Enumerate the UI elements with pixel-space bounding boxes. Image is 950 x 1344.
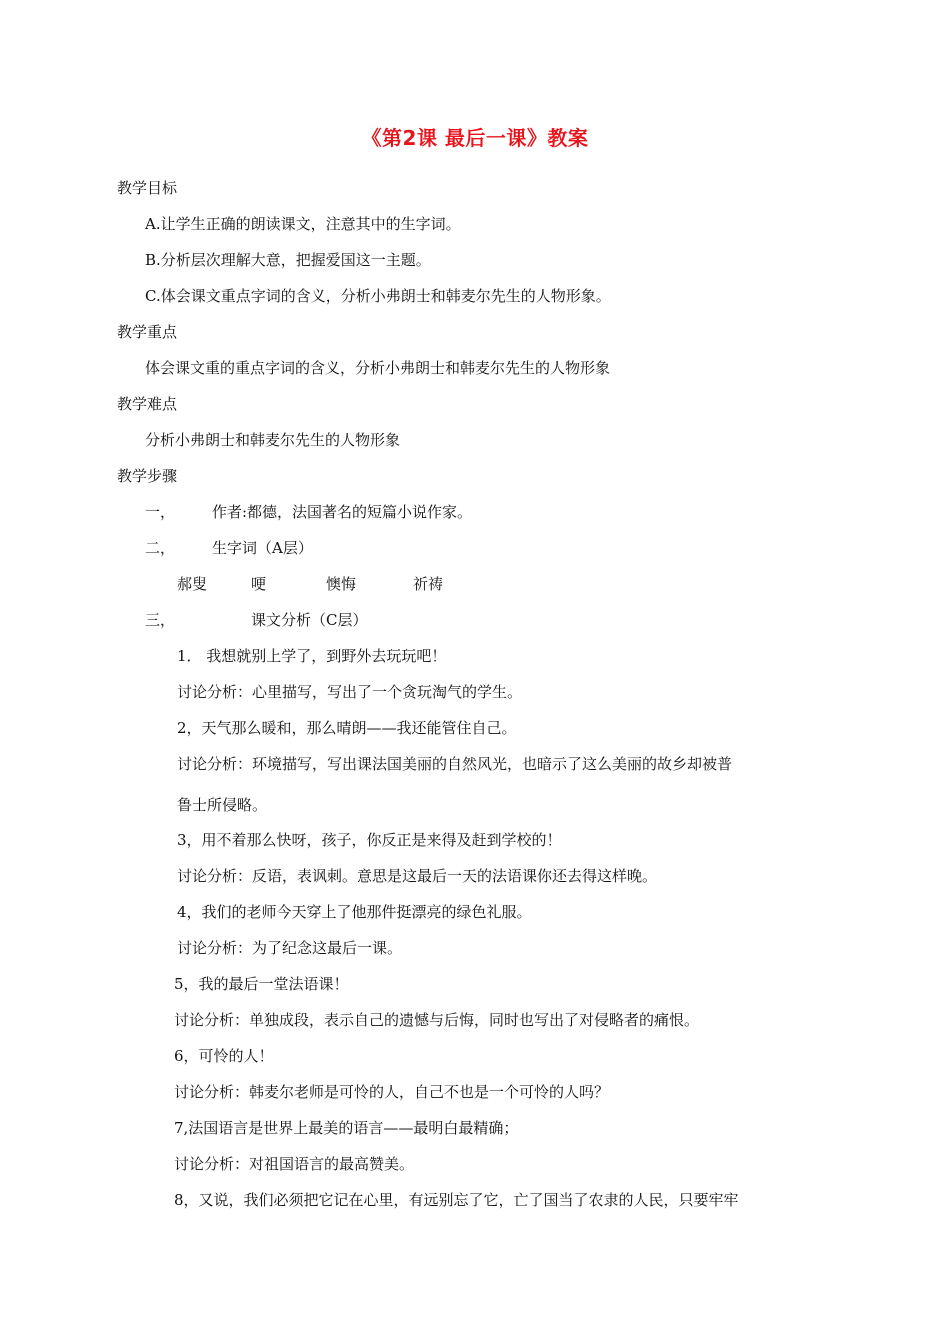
step-2-number: 二， [145, 539, 176, 557]
analysis-line: 4，我们的老师今天穿上了他那件挺漂亮的绿色礼服。 [177, 903, 532, 921]
steps-heading: 教学步骤 [117, 467, 178, 485]
analysis-line: 1． 我想就别上学了，到野外去玩玩吧！ [177, 647, 447, 665]
analysis-line: 讨论分析：心里描写，写出了一个贪玩淘气的学生。 [177, 683, 523, 701]
analysis-line: 7,法国语言是世界上最美的语言——最明白最精确； [174, 1119, 519, 1137]
goals-heading: 教学目标 [117, 179, 178, 197]
analysis-line: 讨论分析：反语，表讽刺。意思是这最后一天的法语课你还去得这样晚。 [177, 867, 658, 885]
analysis-line: 5，我的最后一堂法语课！ [174, 975, 349, 993]
difficulty-heading: 教学难点 [117, 395, 178, 413]
analysis-line: 2，天气那么暖和，那么晴朗——我还能管住自己。 [177, 719, 517, 737]
analysis-line: 3，用不着那么快呀，孩子，你反正是来得及赶到学校的！ [177, 831, 562, 849]
analysis-line: 8，又说，我们必须把它记在心里，有远别忘了它，亡了国当了农隶的人民，只要牢牢 [174, 1191, 739, 1209]
analysis-line: 6，可怜的人！ [174, 1047, 274, 1065]
difficulty-text: 分析小弗朗士和韩麦尔先生的人物形象 [145, 431, 401, 449]
step-2-text: 生字词（A层） [212, 539, 313, 557]
step-3-text: 课文分析（C层） [251, 611, 368, 629]
analysis-line: 讨论分析：为了纪念这最后一课。 [177, 939, 403, 957]
vocab-item: 哽 [251, 575, 267, 593]
step-1-number: 一， [145, 503, 176, 521]
vocab-item: 懊悔 [326, 575, 357, 593]
analysis-line: 讨论分析：环境描写，写出课法国美丽的自然风光，也暗示了这么美丽的故乡却被普 [177, 755, 733, 773]
key-heading: 教学重点 [117, 323, 178, 341]
goal-a: A.让学生正确的朗读课文，注意其中的生字词。 [145, 215, 461, 233]
analysis-line: 讨论分析：韩麦尔老师是可怜的人，自己不也是一个可怜的人吗？ [174, 1083, 610, 1101]
step-1-text: 作者:都德，法国著名的短篇小说作家。 [212, 503, 473, 521]
goal-c: C.体会课文重点字词的含义，分析小弗朗士和韩麦尔先生的人物形象。 [145, 287, 611, 305]
document-title: 《第2课 最后一课》教案 [361, 126, 589, 150]
vocab-item: 祈祷 [413, 575, 444, 593]
key-text: 体会课文重的重点字词的含义，分析小弗朗士和韩麦尔先生的人物形象 [145, 359, 611, 377]
analysis-line: 讨论分析：对祖国语言的最高赞美。 [174, 1155, 415, 1173]
analysis-line: 鲁士所侵略。 [177, 796, 268, 814]
step-3-number: 三， [145, 611, 176, 629]
analysis-line: 讨论分析：单独成段，表示自己的遗憾与后悔，同时也写出了对侵略者的痛恨。 [174, 1011, 700, 1029]
goal-b: B.分析层次理解大意，把握爱国这一主题。 [145, 251, 431, 269]
vocab-item: 郝叟 [177, 575, 208, 593]
